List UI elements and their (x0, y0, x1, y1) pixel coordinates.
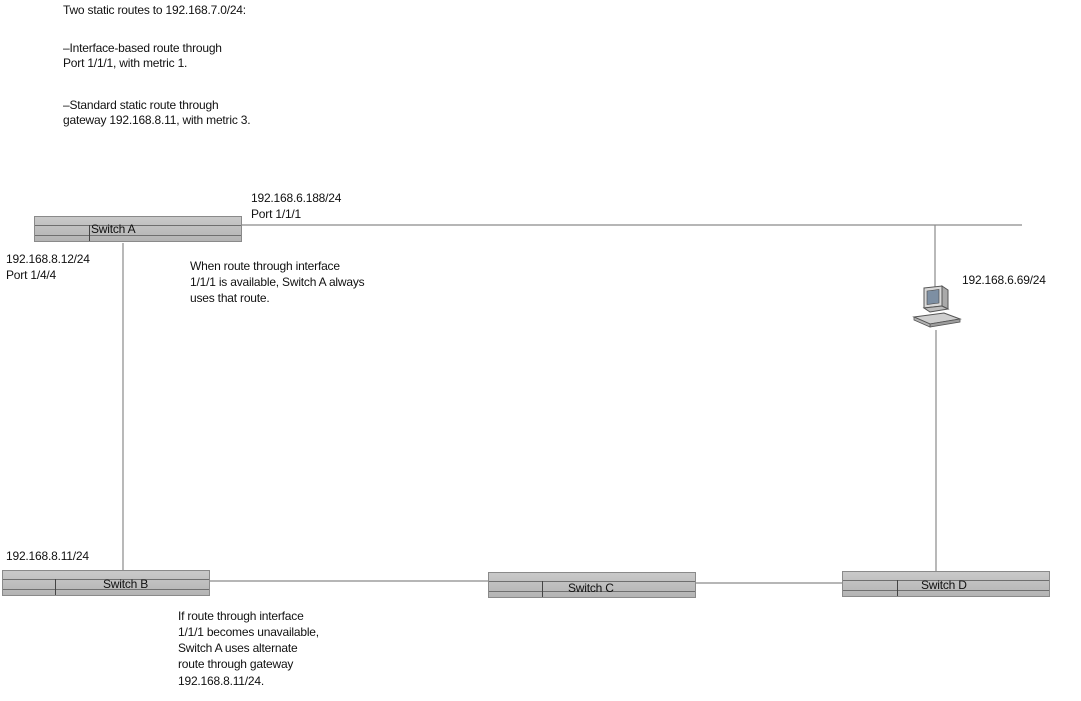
switch-a-port4-name: Port 1/4/4 (6, 268, 57, 282)
switch-d-label: Switch D (921, 578, 967, 592)
alternate-route-line2: 1/1/1 becomes unavailable, (178, 625, 319, 639)
alternate-route-line3: Switch A uses alternate (178, 641, 298, 655)
switch-a-port1-ip: 192.168.6.188/24 (251, 191, 342, 205)
route2-line2: gateway 192.168.8.11, with metric 3. (63, 113, 251, 127)
switch-a-port4-ip: 192.168.8.12/24 (6, 252, 90, 266)
switch-b-ip: 192.168.8.11/24 (6, 549, 89, 563)
switch-b-label: Switch B (103, 577, 149, 591)
switch-b (2, 570, 210, 596)
alternate-route-line5: 192.168.8.11/24. (178, 674, 264, 688)
route1-line1: –Interface-based route through (63, 41, 222, 55)
primary-route-line1: When route through interface (190, 259, 340, 273)
host-ip: 192.168.6.69/24 (962, 273, 1046, 287)
switch-a (34, 216, 242, 242)
switch-d (842, 571, 1050, 597)
alternate-route-line4: route through gateway (178, 657, 294, 671)
alternate-route-line1: If route through interface (178, 609, 304, 623)
routes-title: Two static routes to 192.168.7.0/24: (63, 3, 246, 17)
route1-line2: Port 1/1/1, with metric 1. (63, 56, 188, 70)
switch-c-label: Switch C (568, 581, 614, 595)
primary-route-line2: 1/1/1 is available, Switch A always (190, 275, 365, 289)
switch-c (488, 572, 696, 598)
computer-icon (914, 286, 960, 327)
switch-a-label: Switch A (91, 222, 136, 236)
route2-line1: –Standard static route through (63, 98, 219, 112)
switch-a-port1-name: Port 1/1/1 (251, 207, 302, 221)
primary-route-line3: uses that route. (190, 291, 270, 305)
